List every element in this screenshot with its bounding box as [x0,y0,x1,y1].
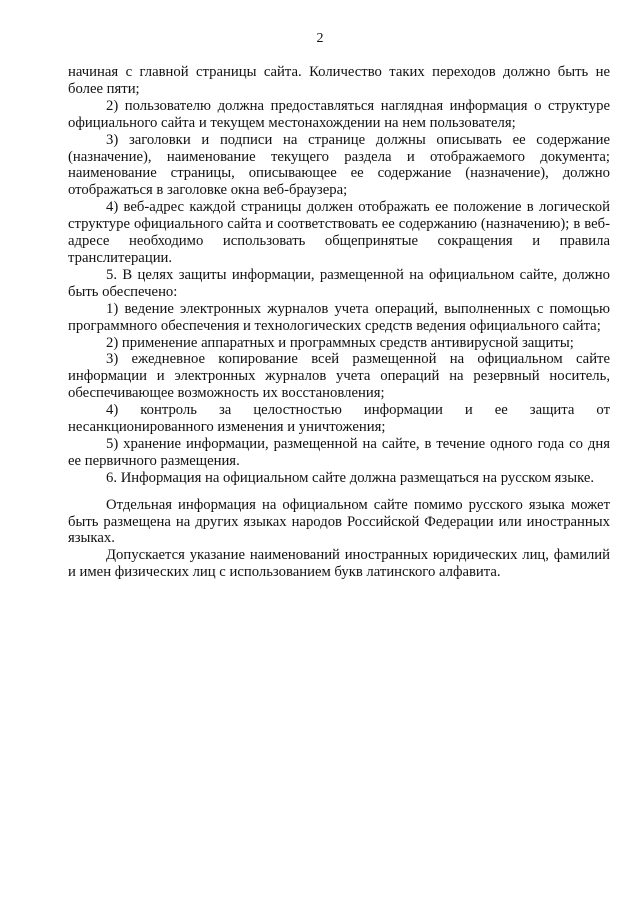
paragraph-other-languages: Отдельная информация на официальном сайте помимо русского языка может быть размещена на других языках народов Российской Федерации или иностранных языках. [68,496,610,547]
paragraph-5-item-1: 1) ведение электронных журналов учета операций, выполненных с помощью программного обеспечения и технологических средств ведения официального сайта; [68,300,610,334]
paragraph-continuation: начиная с главной страницы сайта. Количество таких переходов должно быть не более пяти; [68,64,610,97]
paragraph-section-6: 6. Информация на официальном сайте должна размещаться на русском языке. [106,469,595,486]
paragraph-item-4: 4) веб-адрес каждой страницы должен отображать ее положение в логической структуре официального сайта и соответствовать ее содержанию (назначению); в веб-адресе необходимо использовать общепринятые сокращения и правила транслитерации. [68,199,610,266]
paragraph-5-item-2: 2) применение аппаратных и программных средств антивирусной защиты; [106,334,574,351]
paragraph-item-3: 3) заголовки и подписи на странице должны описывать ее содержание (назначение), наименование текущего раздела и отображаемого документа; наименование страницы, описывающее ее содержание (назначение), должно отображаться в заголовке окна веб-браузера; [68,131,610,199]
paragraph-latin-alphabet: Допускается указание наименований иностранных юридических лиц, фамилий и имен физических лиц с использованием букв латинского алфавита. [68,547,610,581]
paragraph-5-item-3: 3) ежедневное копирование всей размещенной на официальном сайте информации и электронных журналов учета операций на резервный носитель, обеспечивающее возможность их восстановления; [68,351,610,402]
paragraph-section-5: 5. В целях защиты информации, размещенной на официальном сайте, должно быть обеспечено: [68,266,610,300]
paragraph-5-item-4: 4) контроль за целостностью информации и ее защита от несанкционированного изменения и уничтожения; [68,402,610,436]
page-number: 2 [316,31,324,46]
paragraph-item-2: 2) пользователю должна предоставляться наглядная информация о структуре официального сайта и текущем местонахождении на нем пользователя; [68,97,610,131]
paragraph-5-item-5: 5) хранение информации, размещенной на сайте, в течение одного года со дня ее первичного размещения. [68,435,610,469]
document-body [68,64,610,581]
